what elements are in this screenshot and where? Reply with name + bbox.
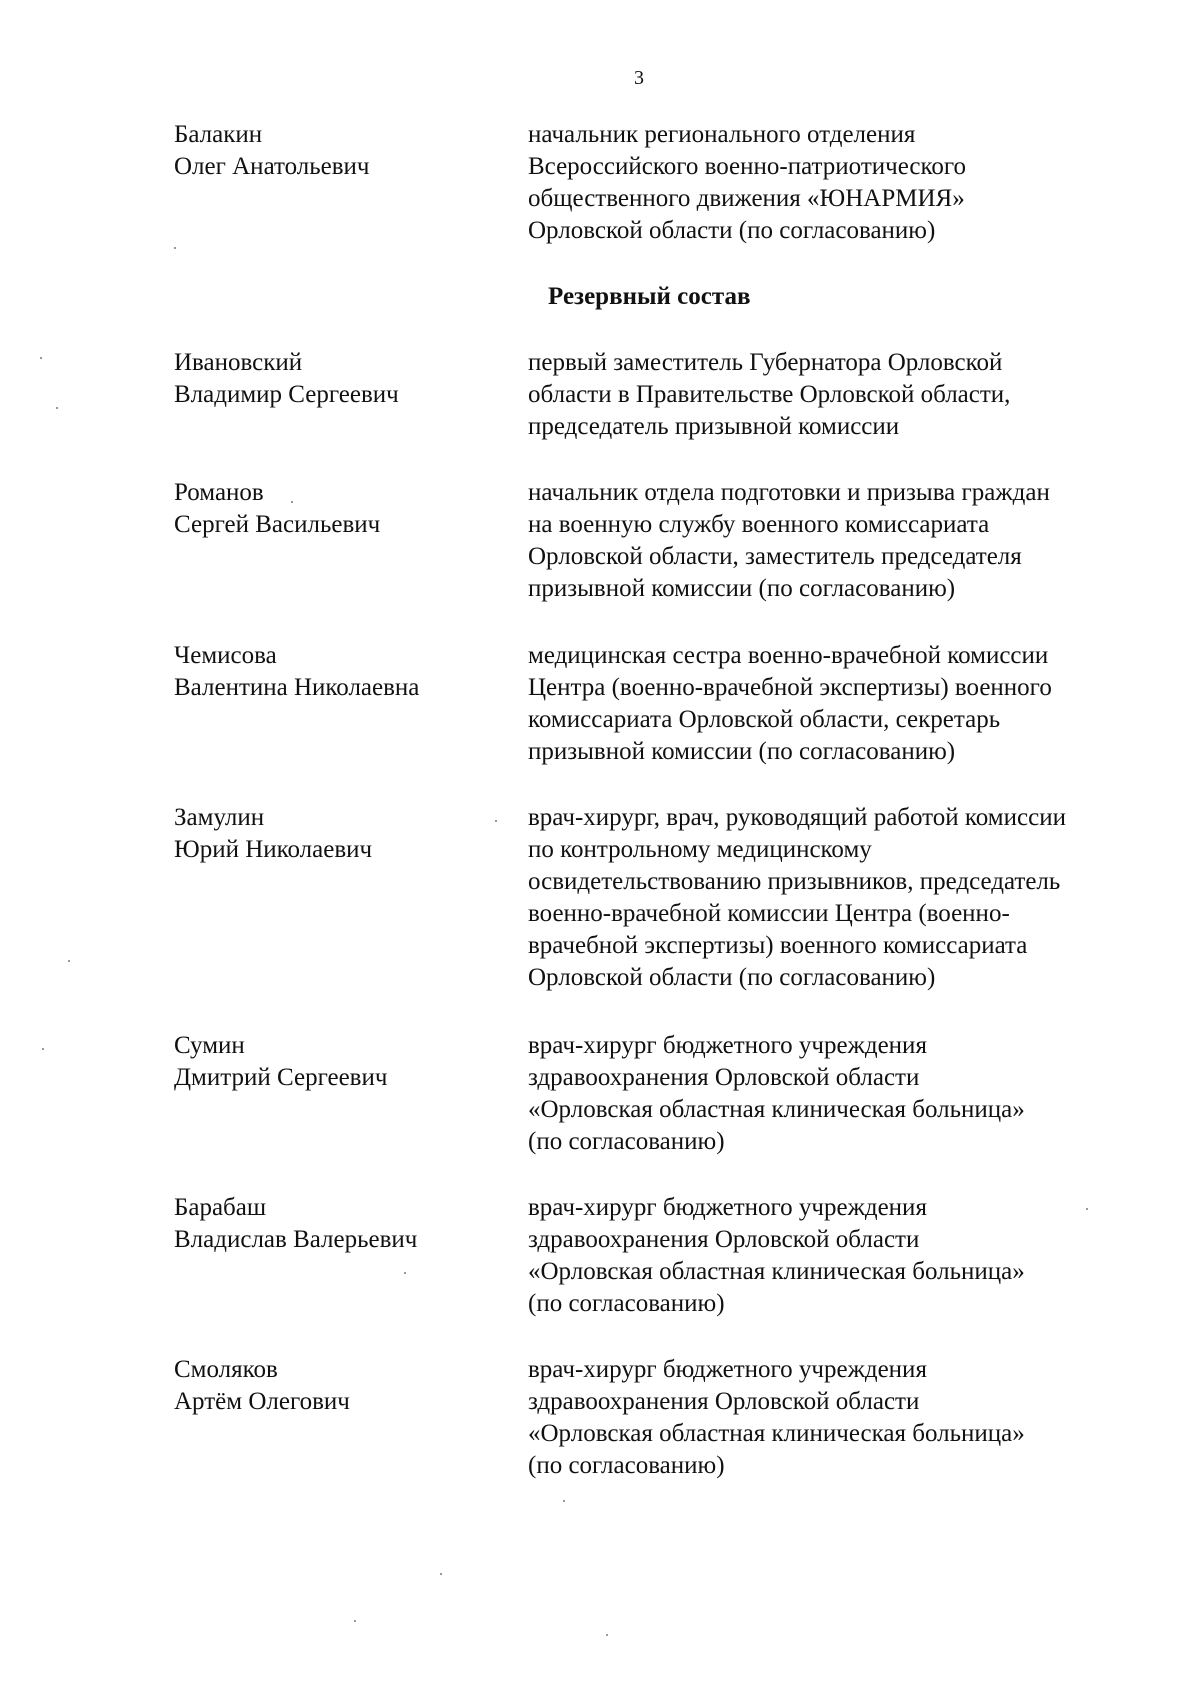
role-line: освидетельствованию призывников, председатель [528,868,1061,895]
member-name [174,1192,514,1256]
scan-speck [56,407,58,409]
scan-speck [354,1620,356,1622]
role-line: здравоохранения Орловской области [528,1388,920,1415]
role-line: (по согласованию) [528,1452,725,1479]
member-role [528,1192,1178,1320]
member-name [174,802,514,866]
member-role [528,119,1178,247]
role-line: здравоохранения Орловской области [528,1226,920,1253]
role-line: Орловской области (по согласованию) [528,217,936,244]
role-line: общественного движения «ЮНАРМИЯ» [528,185,965,212]
role-line: «Орловская областная клиническая больница» [528,1258,1025,1285]
role-line: Орловской области (по согласованию) [528,964,936,991]
role-line: начальник отдела подготовки и призыва граждан [528,479,1050,506]
role-line: здравоохранения Орловской области [528,1064,920,1091]
role-line: военно-врачебной комиссии Центра (военно- [528,900,1010,927]
role-line: врач-хирург бюджетного учреждения [528,1194,927,1221]
member-role [528,802,1178,994]
member-given-names: Дмитрий Сергеевич [174,1064,388,1091]
member-surname: Барабаш [174,1194,267,1221]
member-surname: Смоляков [174,1356,278,1383]
scan-speck [68,960,70,962]
role-line: начальник регионального отделения [528,121,916,148]
member-surname: Романов [174,479,264,506]
member-given-names: Валентина Николаевна [174,674,420,701]
member-name [174,640,514,704]
member-name [174,477,514,541]
member-given-names: Владимир Сергеевич [174,381,399,408]
role-line: врач-хирург бюджетного учреждения [528,1356,927,1383]
member-given-names: Сергей Васильевич [174,511,381,538]
scan-speck [174,247,176,249]
scan-speck [40,357,42,359]
member-given-names: Владислав Валерьевич [174,1226,418,1253]
member-given-names: Олег Анатольевич [174,153,370,180]
member-role [528,347,1178,443]
reserve-section-heading: Резервный состав [548,283,751,310]
member-surname: Ивановский [174,349,303,376]
role-line: Всероссийского военно-патриотического [528,153,967,180]
role-line: «Орловская областная клиническая больница» [528,1420,1025,1447]
member-surname: Замулин [174,804,265,831]
member-role [528,640,1178,768]
role-line: (по согласованию) [528,1290,725,1317]
role-line: медицинская сестра военно-врачебной комиссии [528,642,1049,669]
role-line: (по согласованию) [528,1128,725,1155]
role-line: «Орловская областная клиническая больница» [528,1096,1025,1123]
role-line: Центра (военно-врачебной экспертизы) военного [528,674,1052,701]
scan-speck [42,1048,44,1050]
scan-speck [440,1573,442,1575]
role-line: врачебной экспертизы) военного комиссариата [528,932,1028,959]
page-number: 3 [634,67,644,89]
role-line: первый заместитель Губернатора Орловской [528,349,1003,376]
member-role [528,1030,1178,1158]
role-line: на военную службу военного комиссариата [528,511,990,538]
member-name [174,1030,514,1094]
member-role [528,477,1178,605]
member-role [528,1354,1178,1482]
role-line: врач-хирург бюджетного учреждения [528,1032,927,1059]
scan-speck [495,820,497,822]
member-name [174,347,514,411]
scan-speck [563,1500,565,1502]
role-line: врач-хирург, врач, руководящий работой комиссии [528,804,1066,831]
scan-speck [404,1272,406,1274]
member-given-names: Артём Олегович [174,1388,350,1415]
role-line: области в Правительстве Орловской области, [528,381,1011,408]
role-line: председатель призывной комиссии [528,413,900,440]
role-line: призывной комиссии (по согласованию) [528,575,956,602]
member-surname: Сумин [174,1032,245,1059]
role-line: призывной комиссии (по согласованию) [528,738,956,765]
member-name [174,119,514,183]
scan-speck [1086,1208,1088,1210]
member-given-names: Юрий Николаевич [174,836,373,863]
role-line: по контрольному медицинскому [528,836,872,863]
member-name [174,1354,514,1418]
scan-speck [291,501,293,503]
role-line: Орловской области, заместитель председателя [528,543,1022,570]
role-line: комиссариата Орловской области, секретарь [528,706,1001,733]
member-surname: Чемисова [174,642,277,669]
scan-speck [606,1634,608,1636]
member-surname: Балакин [174,121,263,148]
